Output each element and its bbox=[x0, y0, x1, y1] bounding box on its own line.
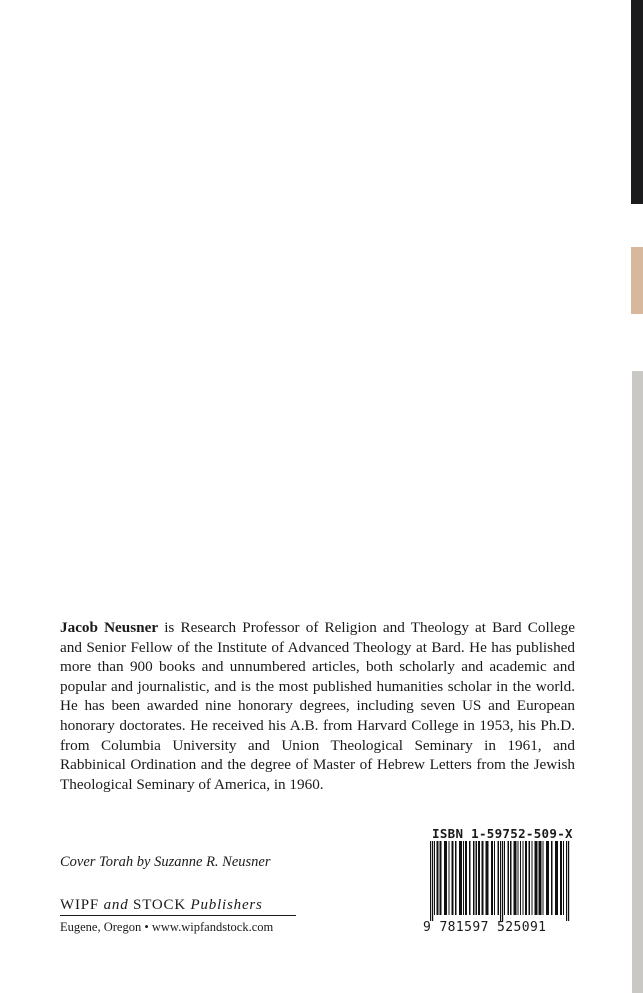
barcode-guard-bar bbox=[568, 841, 569, 921]
barcode-bar bbox=[465, 841, 467, 915]
barcode-bar bbox=[539, 841, 542, 915]
barcode-bar bbox=[563, 841, 564, 915]
barcode-bar bbox=[455, 841, 457, 915]
publisher-and: and bbox=[103, 897, 129, 913]
barcode-bar bbox=[463, 841, 464, 915]
barcode-bar bbox=[486, 841, 489, 915]
barcode-bar bbox=[510, 841, 512, 915]
publisher-name bbox=[60, 897, 296, 916]
barcode-guard-bar bbox=[432, 841, 433, 921]
barcode-bar bbox=[498, 841, 500, 915]
barcode-bars bbox=[426, 841, 574, 921]
publisher-wipf: WIPF bbox=[60, 897, 104, 913]
barcode-bar bbox=[444, 841, 447, 915]
cover-credit: Cover Torah by Suzanne R. Neusner bbox=[60, 854, 271, 870]
barcode-bar bbox=[543, 841, 544, 915]
spine-edge-black bbox=[631, 0, 643, 204]
barcode-bar bbox=[473, 841, 475, 915]
barcode-bar bbox=[529, 841, 531, 915]
barcode-bar bbox=[518, 841, 519, 915]
spine-edge-gray bbox=[632, 371, 643, 993]
author-bio-text: is Research Professor of Religion and Theology at Bard College and Senior Fellow of the Institute of Advanced Theology at Bard. He has published more than 900 books and unnumbered articles, both scholarly and academic and popular and journalistic, and is the most published humanities scholar in the world. He has been awarded nine honorary degrees, including seven US and European honorary doctorates. He received his A.B. from Harvard College in 1953, his Ph.D. from Columbia University and Union Theological Seminary in 1961, and Rabbinical Ordination and the degree of Master of Hebrew Letters from the Jewish Theological Seminary of America, in 1960. bbox=[60, 619, 575, 793]
barcode-bar bbox=[494, 841, 495, 915]
barcode-bar bbox=[482, 841, 484, 915]
barcode bbox=[426, 841, 574, 921]
barcode-bar bbox=[508, 841, 510, 915]
isbn-label: ISBN 1-59752-509-X bbox=[432, 826, 573, 841]
barcode-bar bbox=[459, 841, 462, 915]
barcode-bar bbox=[532, 841, 533, 915]
publisher-publishers: Publishers bbox=[190, 897, 263, 913]
barcode-bar bbox=[437, 841, 439, 915]
barcode-guard-bar bbox=[566, 841, 567, 921]
publisher-stock: STOCK bbox=[128, 897, 191, 913]
barcode-bar bbox=[440, 841, 442, 915]
barcode-bar bbox=[523, 841, 524, 915]
barcode-bar bbox=[449, 841, 450, 915]
barcode-bar bbox=[469, 841, 471, 915]
barcode-bar bbox=[555, 841, 558, 915]
barcode-guard-bar bbox=[430, 841, 431, 921]
barcode-bar bbox=[514, 841, 517, 915]
barcode-bar bbox=[546, 841, 549, 915]
barcode-bar bbox=[551, 841, 553, 915]
barcode-bar bbox=[525, 841, 527, 915]
barcode-bar bbox=[504, 841, 505, 915]
barcode-digits: 9 781597 525091 bbox=[423, 920, 547, 935]
spine-edge-tan bbox=[631, 247, 643, 314]
barcode-bar bbox=[560, 841, 562, 915]
author-bio bbox=[60, 618, 575, 794]
barcode-bar bbox=[478, 841, 480, 915]
publisher-address: Eugene, Oregon • www.wipfandstock.com bbox=[60, 920, 274, 934]
author-name: Jacob Neusner bbox=[60, 619, 159, 636]
barcode-bar bbox=[491, 841, 493, 915]
barcode-bar bbox=[520, 841, 521, 915]
barcode-bar bbox=[452, 841, 454, 915]
barcode-guard-bar bbox=[502, 841, 503, 921]
barcode-bar bbox=[434, 841, 435, 915]
barcode-bar bbox=[476, 841, 478, 915]
barcode-guard-bar bbox=[500, 841, 501, 921]
barcode-bar bbox=[535, 841, 538, 915]
